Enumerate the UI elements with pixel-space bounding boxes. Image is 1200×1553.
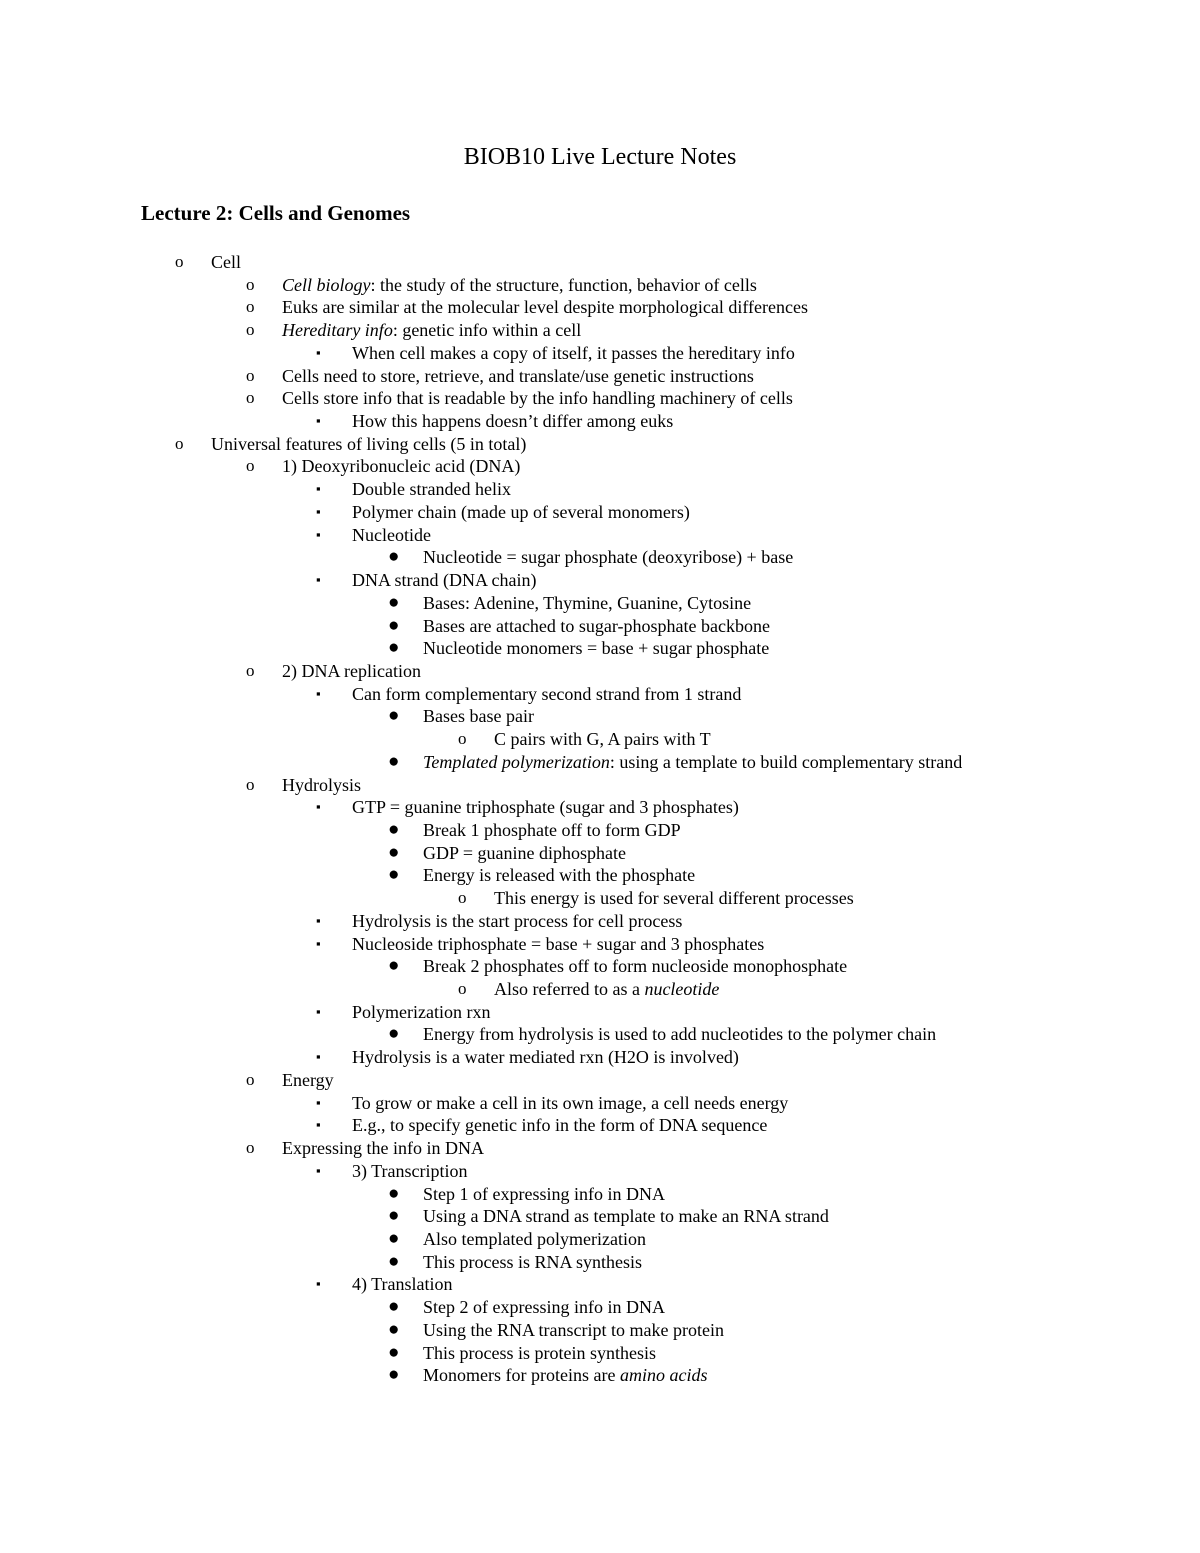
list-item-text xyxy=(423,819,681,842)
round-bullet-icon: ● xyxy=(388,955,400,977)
circle-bullet-icon: o xyxy=(246,297,255,317)
round-bullet-icon: ● xyxy=(388,1227,400,1249)
list-item xyxy=(0,1273,1200,1296)
list-item-text xyxy=(423,955,847,978)
list-item xyxy=(0,751,1200,774)
list-item xyxy=(0,433,1200,456)
list-item xyxy=(0,842,1200,865)
list-item-text xyxy=(352,342,795,365)
round-bullet-icon: ● xyxy=(388,1182,400,1204)
list-item-text xyxy=(352,1114,767,1137)
list-item-text xyxy=(282,455,520,478)
text-run: Nucleotide = sugar phosphate (deoxyribose) + base xyxy=(423,547,794,568)
list-item-text xyxy=(352,1273,453,1296)
text-run: 4) Translation xyxy=(352,1274,453,1295)
text-run: Also referred to as a xyxy=(494,979,645,1000)
list-item-text xyxy=(494,978,719,1001)
square-bullet-icon: ▪ xyxy=(316,526,321,542)
square-bullet-icon: ▪ xyxy=(316,799,321,815)
text-run: Universal features of living cells (5 in total) xyxy=(211,433,527,454)
text-run: When cell makes a copy of itself, it passes the hereditary info xyxy=(352,342,795,363)
text-run: This process is RNA synthesis xyxy=(423,1251,643,1272)
list-item xyxy=(0,1114,1200,1137)
list-item xyxy=(0,1228,1200,1251)
list-item xyxy=(0,1319,1200,1342)
list-item-text xyxy=(494,728,711,751)
emphasized-term: amino acids xyxy=(619,1365,708,1386)
text-run: Also templated polymerization xyxy=(423,1228,646,1249)
text-run: Expressing the info in DNA xyxy=(282,1138,484,1159)
list-item-text xyxy=(423,615,770,638)
emphasized-term: Cell biology xyxy=(282,274,371,295)
text-run: Euks are similar at the molecular level despite morphological differences xyxy=(282,297,808,318)
list-item-text xyxy=(423,1342,656,1365)
list-item xyxy=(0,933,1200,956)
text-run: Bases: Adenine, Thymine, Guanine, Cytosine xyxy=(423,592,752,613)
emphasized-term: Templated polymerization xyxy=(423,751,610,772)
round-bullet-icon: ● xyxy=(388,637,400,659)
list-item-text xyxy=(352,569,536,592)
list-item-text xyxy=(282,660,421,683)
emphasized-term: nucleotide xyxy=(644,979,720,1000)
list-item xyxy=(0,864,1200,887)
list-item-text xyxy=(282,319,581,342)
text-run: Break 2 phosphates off to form nucleoside monophosphate xyxy=(423,956,848,977)
page-title: BIOB10 Live Lecture Notes xyxy=(463,144,737,170)
circle-bullet-icon: o xyxy=(175,252,184,271)
square-bullet-icon: ▪ xyxy=(316,912,321,928)
round-bullet-icon: ● xyxy=(388,864,400,886)
list-item xyxy=(0,1069,1200,1092)
list-item-text xyxy=(423,864,695,887)
text-run: Monomers for proteins are xyxy=(423,1365,620,1386)
list-item xyxy=(0,1092,1200,1115)
square-bullet-icon: ▪ xyxy=(316,344,321,360)
list-item-text xyxy=(282,274,757,297)
square-bullet-icon: ▪ xyxy=(316,1276,321,1292)
list-item-text xyxy=(423,1205,829,1228)
round-bullet-icon: ● xyxy=(388,1341,400,1363)
list-item-text xyxy=(423,1251,642,1274)
text-run: Energy from hydrolysis is used to add nucleotides to the polymer chain xyxy=(423,1024,937,1045)
text-run: Bases base pair xyxy=(423,706,534,727)
circle-bullet-icon: o xyxy=(246,365,255,385)
list-item xyxy=(0,774,1200,797)
list-item xyxy=(0,1205,1200,1228)
text-run: Step 1 of expressing info in DNA xyxy=(423,1183,665,1204)
text-run: Using a DNA strand as template to make an RNA strand xyxy=(423,1206,829,1227)
list-item-text xyxy=(352,796,739,819)
list-item-text xyxy=(282,387,793,410)
list-item-text xyxy=(282,296,808,319)
list-item-text xyxy=(423,1183,665,1206)
list-item-text xyxy=(423,546,793,569)
list-item-text xyxy=(211,433,526,456)
circle-bullet-icon: o xyxy=(246,274,255,294)
text-run: Nucleotide monomers = base + sugar phosphate xyxy=(423,638,770,659)
list-item xyxy=(0,887,1200,910)
circle-bullet-icon: o xyxy=(458,888,467,908)
square-bullet-icon: ▪ xyxy=(316,572,321,588)
list-item xyxy=(0,410,1200,433)
circle-bullet-icon: o xyxy=(458,729,467,749)
list-item-text xyxy=(352,410,673,433)
text-run: 1) Deoxyribonucleic acid (DNA) xyxy=(282,456,521,477)
text-run: Cell xyxy=(211,252,241,272)
circle-bullet-icon: o xyxy=(246,456,255,476)
list-item xyxy=(0,615,1200,638)
lecture-heading: Lecture 2: Cells and Genomes xyxy=(141,201,411,225)
square-bullet-icon: ▪ xyxy=(316,413,321,429)
text-run: Bases are attached to sugar-phosphate backbone xyxy=(423,615,771,636)
round-bullet-icon: ● xyxy=(388,819,400,840)
list-item xyxy=(0,501,1200,524)
list-item-text xyxy=(282,1137,484,1160)
round-bullet-icon: ● xyxy=(388,750,400,772)
list-item xyxy=(0,1251,1200,1274)
list-item-text xyxy=(423,1023,936,1046)
text-run: This process is protein synthesis xyxy=(423,1342,656,1363)
text-run: DNA strand (DNA chain) xyxy=(352,570,537,591)
round-bullet-icon: ● xyxy=(388,1296,400,1318)
list-item-text xyxy=(352,1001,490,1024)
list-item xyxy=(0,819,1200,842)
text-run: This energy is used for several different processes xyxy=(494,888,854,909)
list-item xyxy=(0,319,1200,342)
circle-bullet-icon: o xyxy=(246,320,255,340)
list-item-text xyxy=(423,1319,724,1342)
text-run: Cells store info that is readable by the info handling machinery of cells xyxy=(282,388,793,409)
round-bullet-icon: ● xyxy=(388,614,400,636)
list-item xyxy=(0,1342,1200,1365)
text-run: Nucleotide xyxy=(352,524,431,545)
list-item-text xyxy=(352,478,511,501)
text-run: Using the RNA transcript to make protein xyxy=(423,1319,724,1340)
text-run: Break 1 phosphate off to form GDP xyxy=(423,820,681,840)
text-run: Hydrolysis is a water mediated rxn (H2O is involved) xyxy=(352,1047,739,1068)
text-run: E.g., to specify genetic info in the form of DNA sequence xyxy=(352,1115,768,1136)
list-item xyxy=(0,660,1200,683)
text-run: To grow or make a cell in its own image, a cell needs energy xyxy=(352,1092,789,1113)
list-item xyxy=(0,365,1200,388)
text-run: Polymerization rxn xyxy=(352,1001,491,1022)
list-item-text xyxy=(494,887,854,910)
square-bullet-icon: ▪ xyxy=(316,503,321,519)
circle-bullet-icon: o xyxy=(246,1138,255,1158)
round-bullet-icon: ● xyxy=(388,1205,400,1227)
list-item xyxy=(0,1023,1200,1046)
list-item xyxy=(0,478,1200,501)
list-item xyxy=(0,296,1200,319)
round-bullet-icon: ● xyxy=(388,546,400,568)
text-run: Polymer chain (made up of several monomers) xyxy=(352,501,690,522)
emphasized-term: Hereditary info xyxy=(282,320,393,341)
list-item-text xyxy=(282,1069,334,1092)
list-item-text xyxy=(423,1296,665,1319)
text-run: How this happens doesn’t differ among euks xyxy=(352,411,674,432)
list-item-text xyxy=(352,933,764,956)
circle-bullet-icon: o xyxy=(175,433,184,453)
text-run: Nucleoside triphosphate = base + sugar and 3 phosphates xyxy=(352,933,765,954)
circle-bullet-icon: o xyxy=(246,774,255,794)
round-bullet-icon: ● xyxy=(388,1023,400,1045)
list-item xyxy=(0,1364,1200,1387)
square-bullet-icon: ▪ xyxy=(316,1049,321,1065)
list-item-text xyxy=(352,1046,739,1069)
list-item xyxy=(0,1160,1200,1183)
square-bullet-icon: ▪ xyxy=(316,935,321,951)
round-bullet-icon: ● xyxy=(388,1318,400,1340)
list-item xyxy=(0,796,1200,819)
circle-bullet-icon: o xyxy=(246,1069,255,1089)
text-run: Energy is released with the phosphate xyxy=(423,865,696,886)
text-run: Cells need to store, retrieve, and translate/use genetic instructions xyxy=(282,365,754,386)
circle-bullet-icon: o xyxy=(458,979,467,999)
list-item-text xyxy=(352,910,682,933)
square-bullet-icon: ▪ xyxy=(316,685,321,701)
list-item-text xyxy=(211,251,241,274)
text-run: : using a template to build complementary strand xyxy=(609,751,963,772)
list-item xyxy=(0,910,1200,933)
list-item-text xyxy=(352,1160,468,1183)
list-item xyxy=(0,274,1200,297)
text-run: Hydrolysis is the start process for cell process xyxy=(352,910,683,931)
square-bullet-icon: ▪ xyxy=(316,1094,321,1110)
list-item-text xyxy=(423,592,751,615)
list-item-text xyxy=(423,842,626,865)
square-bullet-icon: ▪ xyxy=(316,1117,321,1133)
circle-bullet-icon: o xyxy=(246,660,255,680)
list-item xyxy=(0,569,1200,592)
round-bullet-icon: ● xyxy=(388,841,400,863)
list-item-text xyxy=(423,705,534,728)
list-item xyxy=(0,683,1200,706)
list-item-text xyxy=(352,524,431,547)
list-item-text xyxy=(352,1092,788,1115)
list-item-text xyxy=(423,1228,646,1251)
list-item-text xyxy=(282,365,754,388)
list-item xyxy=(0,251,1200,274)
text-run: C pairs with G, A pairs with T xyxy=(494,729,711,750)
list-item xyxy=(0,978,1200,1001)
list-item-text xyxy=(423,751,962,774)
list-item-text xyxy=(423,1364,707,1387)
list-item xyxy=(0,955,1200,978)
list-item xyxy=(0,524,1200,547)
text-run: GTP = guanine triphosphate (sugar and 3 phosphates) xyxy=(352,797,739,818)
square-bullet-icon: ▪ xyxy=(316,1162,321,1178)
list-item xyxy=(0,1046,1200,1069)
list-item xyxy=(0,705,1200,728)
text-run: : genetic info within a cell xyxy=(392,320,582,341)
list-item xyxy=(0,592,1200,615)
list-item xyxy=(0,1001,1200,1024)
text-run: Can form complementary second strand from 1 strand xyxy=(352,683,742,704)
list-item xyxy=(0,546,1200,569)
list-item-text xyxy=(352,683,741,706)
round-bullet-icon: ● xyxy=(388,591,400,613)
list-item xyxy=(0,455,1200,478)
text-run: 2) DNA replication xyxy=(282,660,421,681)
list-item-text xyxy=(423,637,769,660)
text-run: GDP = guanine diphosphate xyxy=(423,842,626,863)
list-item xyxy=(0,637,1200,660)
round-bullet-icon: ● xyxy=(388,705,400,727)
text-run: Double stranded helix xyxy=(352,479,511,500)
list-item xyxy=(0,728,1200,751)
list-item xyxy=(0,1137,1200,1160)
list-item xyxy=(0,1296,1200,1319)
square-bullet-icon: ▪ xyxy=(316,1003,321,1019)
round-bullet-icon: ● xyxy=(388,1250,400,1272)
round-bullet-icon: ● xyxy=(388,1364,400,1386)
square-bullet-icon: ▪ xyxy=(316,481,321,497)
list-item-text xyxy=(282,774,361,797)
list-item xyxy=(0,1183,1200,1206)
text-run: : the study of the structure, function, behavior of cells xyxy=(370,274,757,295)
list-item-text xyxy=(352,501,690,524)
list-item xyxy=(0,387,1200,410)
text-run: 3) Transcription xyxy=(352,1160,468,1181)
list-item xyxy=(0,342,1200,365)
circle-bullet-icon: o xyxy=(246,388,255,408)
text-run: Hydrolysis xyxy=(282,774,362,795)
text-run: Energy xyxy=(282,1069,334,1090)
text-run: Step 2 of expressing info in DNA xyxy=(423,1297,665,1318)
